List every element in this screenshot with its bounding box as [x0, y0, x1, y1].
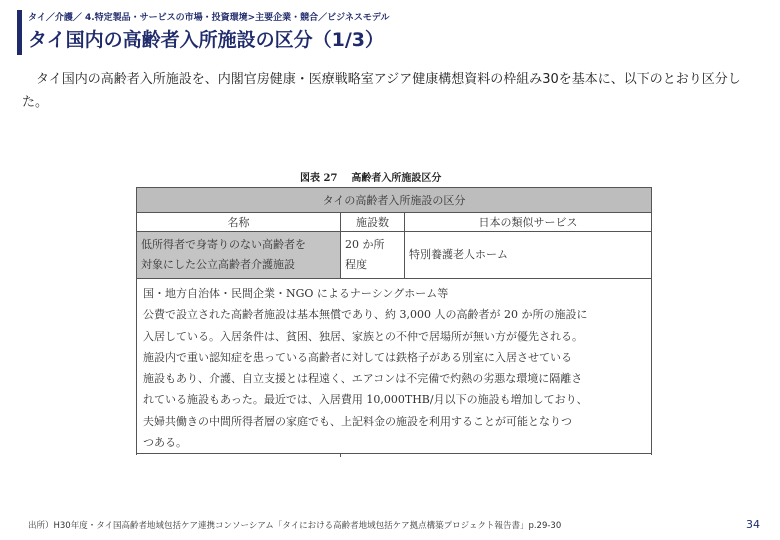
facility-description-cell: [137, 279, 652, 456]
description-line: 施設内で重い認知症を患っている高齢者に対しては鉄格子がある別室に入居させている: [143, 350, 572, 364]
description-line: れている施設もあった。最近では、入居費用 10,000THB/月以下の施設も増加しており、: [143, 393, 588, 407]
column-header-name: 名称: [137, 213, 341, 232]
facility-classification-table: [136, 187, 651, 455]
table-row: [137, 232, 652, 279]
source-note: 出所）H30年度・タイ国高齢者地域包括ケア連携コンソーシアム「タイにおける高齢者地域包括ケア拠点構築プロジェクト報告書」p.29-30: [28, 521, 562, 531]
breadcrumb: タイ／介護／ 4.特定製品・サービスの市場・投資環境>主要企業・競合／ビジネスモデル: [28, 13, 390, 23]
header-accent-bar: [17, 10, 22, 55]
description-line: 夫婦共働きの中間所得者層の家庭でも、上記料金の施設を利用することが可能となりつ: [143, 414, 572, 428]
facility-count-line: 程度: [345, 258, 367, 271]
page-number: 34: [746, 518, 760, 531]
figure-caption-label: 図表 27: [300, 173, 338, 184]
description-line: 国・地方自治体・民間企業・NGO によるナーシングホーム等: [143, 287, 449, 300]
figure-caption: [300, 169, 441, 184]
facility-name-line: 低所得者で身寄りのない高齢者を: [141, 238, 306, 251]
page-title: タイ国内の高齢者入所施設の区分（1/3）: [28, 29, 385, 51]
description-line: 公費で設立された高齢者施設は基本無償であり、約 3,000 人の高齢者が 20 か所の施設に: [143, 308, 588, 322]
facility-count-line: 20 か所: [345, 238, 385, 251]
table-bottom-edge: [136, 453, 651, 455]
description-line: つある。: [143, 436, 187, 450]
table-bottom-tick: [340, 453, 341, 457]
table-title: タイの高齢者入所施設の区分: [137, 188, 652, 213]
similar-service-cell: 特別養護老人ホーム: [405, 232, 652, 279]
intro-paragraph: タイ国内の高齢者入所施設を、内閣官房健康・医療戦略室アジア健康構想資料の枠組み30を基本に、以下のとおり区分した。: [22, 72, 741, 110]
description-line: 入居している。入居条件は、貧困、独居、家族との不仲で居場所が無い方が優先される。: [143, 329, 583, 343]
facility-count-cell: [341, 232, 405, 279]
facility-name-cell: [137, 232, 341, 279]
description-line: 施設もあり、介護、自立支援とは程遠く、エアコンは不完備で灼熱の劣悪な環境に隔離さ: [143, 372, 583, 386]
column-header-similar-service: 日本の類似サービス: [405, 213, 652, 232]
column-header-count: 施設数: [341, 213, 405, 232]
figure-caption-title: 高齢者入所施設区分: [351, 173, 442, 184]
facility-name-line: 対象にした公立高齢者介護施設: [141, 258, 295, 271]
